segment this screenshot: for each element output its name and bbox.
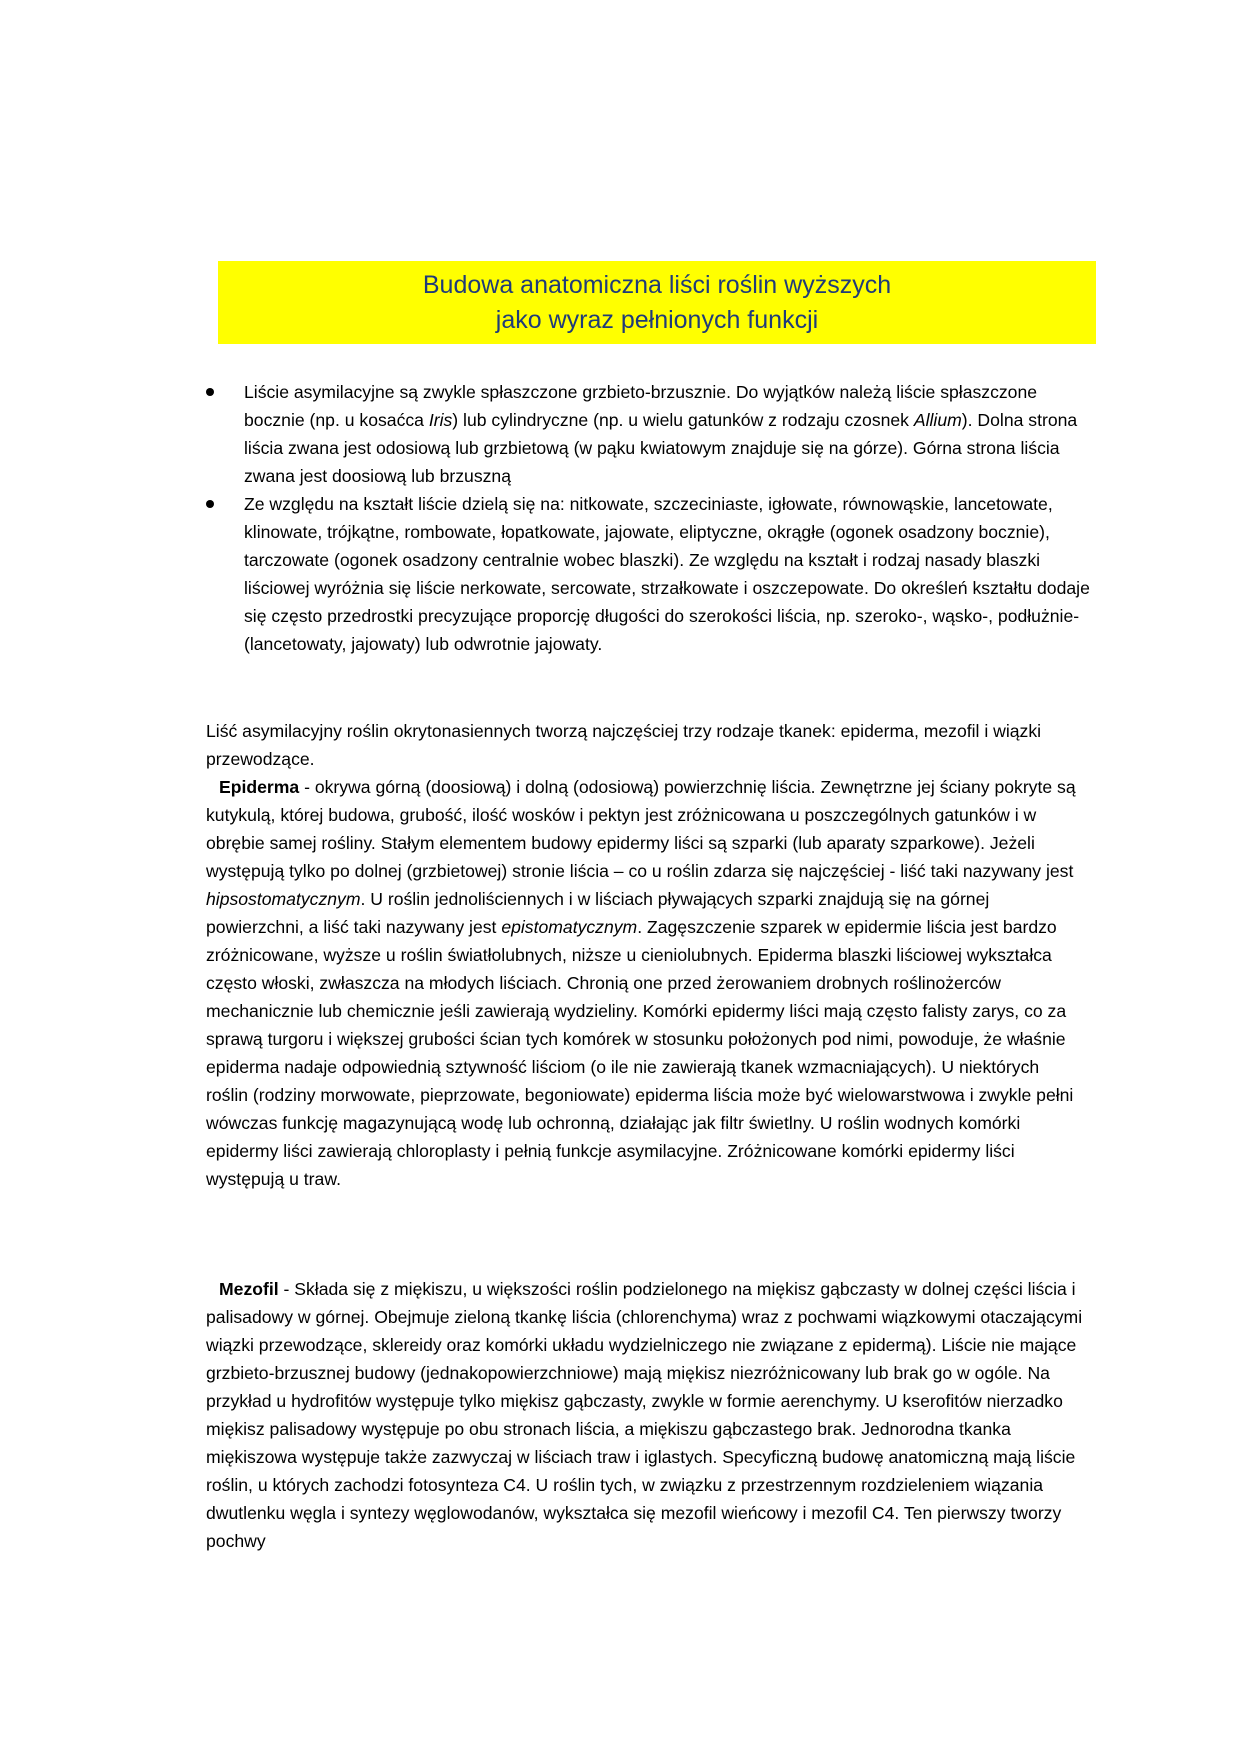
bullet-list [206, 378, 1096, 658]
italic-term: epistomatycznym [501, 917, 638, 937]
italic-term: Iris [428, 410, 453, 430]
intro-paragraph: Liść asymilacyjny roślin okrytonasiennych tworzą najczęściej trzy rodzaje tkanek: epiderma, mezofil i wiązki przewodzące. [206, 721, 1042, 769]
mezofil-paragraph: Mezofil - Składa się z miękiszu, u większości roślin podzielonego na miękisz gąbczasty w dolnej części liścia i palisadowy w górnej. Obejmuje zieloną tkankę liścia (chlorenchyma) wraz z pochwami wiązkowymi otaczającymi wiązki przewodzące, sklereidy oraz komórki układu wydzielniczego nie związane z epidermą). Liście nie mające grzbieto-brzusznej budowy (jednakopowierzchniowe) mają miękisz niezróżnicowany lub brak go w ogóle. Na przykład u hydrofitów występuje tylko miękisz gąbczasty, zwykle w formie aerenchymy. U kserofitów nierzadko miękisz palisadowy występuje po obu stronach liścia, a miękiszu gąbczastego brak. Jednorodna tkanka miękiszowa występuje także zazwyczaj w liściach traw i iglastych. Specyficzną budowę anatomiczną mają liście roślin, u których zachodzi fotosynteza C4. U roślin tych, w związku z przestrzennym rozdzieleniem wiązania dwutlenku węgla i syntezy węglowodanów, wykształca się mezofil wieńcowy i mezofil C4. Ten pierwszy tworzy pochwy [206, 1279, 1083, 1551]
title-line-1: Budowa anatomiczna liści roślin wyższych [422, 271, 892, 299]
bullet-icon [206, 388, 214, 396]
section-term: Epiderma [219, 777, 300, 797]
epiderma-paragraph: Epiderma - okrywa górną (doosiową) i dolną (odosiową) powierzchnię liścia. Zewnętrzne jej ściany pokryte są kutykulą, której budowa, grubość, ilość wosków i pektyn jest zróżnicowana u poszczególnych gatunków i w obrębie samej rośliny. Stałym elementem budowy epidermy liści są szparki (lub aparaty szparkowe). Jeżeli występują tylko po dolnej (grzbietowej) stronie liścia – co u roślin zdarza się najczęściej - liść taki nazywany jest hipsostomatycznym. U roślin jednoliściennych i w liściach pływających szparki znajdują się na górnej powierzchni, a liść taki nazywany jest epistomatycznym. Zagęszczenie szparek w epidermie liścia jest bardzo zróżnicowane, wyższe u roślin światłolubnych, niższe u cieniolubnych. Epiderma blaszki liściowej wykształca często włoski, zwłaszcza na młodych liściach. Chronią one przed żerowaniem drobnych roślinożerców mechanicznie lub chemicznie jeśli zawierają wydzieliny. Komórki epidermy liści mają często falisty zarys, co za sprawą turgoru i większej grubości ścian tych komórek w stosunku położonych pod nimi, powoduje, że właśnie epiderma nadaje odpowiednią sztywność liściom (o ile nie zawierają tkanek wzmacniających). U niektórych roślin (rodziny morwowate, pieprzowate, begoniowate) epiderma liścia może być wielowarstwowa i zwykle pełni wówczas funkcję magazynującą wodę lub ochronną, działając jak filtr świetlny. U roślin wodnych komórki epidermy liści zawierają chloroplasty i pełnią funkcje asymilacyjne. Zróżnicowane komórki epidermy liści występują u traw. [206, 777, 1076, 1189]
bullet-icon [206, 500, 214, 508]
title-line-2: jako wyraz pełnionych funkcji [495, 306, 819, 334]
list-item: Liście asymilacyjne są zwykle spłaszczone grzbieto-brzusznie. Do wyjątków należą liście spłaszczone bocznie (np. u kosaćca Iris) lub cylindryczne (np. u wielu gatunków z rodzaju czosnek Allium). Dolna strona liścia zwana jest odosiową lub grzbietową (w pąku kwiatowym znajduje się na górze). Górna strona liścia zwana jest doosiową lub brzuszną [206, 378, 1096, 490]
italic-term: hipsostomatycznym [206, 889, 361, 909]
document-title [218, 261, 1096, 344]
section-term: Mezofil [219, 1279, 279, 1299]
italic-term: Allium [913, 410, 962, 430]
list-item: Ze względu na kształt liście dzielą się na: nitkowate, szczeciniaste, igłowate, równowąskie, lancetowate, klinowate, trójkątne, rombowate, łopatkowate, jajowate, eliptyczne, okrągłe (ogonek osadzony bocznie), tarczowate (ogonek osadzony centralnie wobec blaszki). Ze względu na kształt i rodzaj nasady blaszki liściowej wyróżnia się liście nerkowate, sercowate, strzałkowate i oszczepowate. Do określeń kształtu dodaje się często przedrostki precyzujące proporcję długości do szerokości liścia, np. szeroko-, wąsko-, podłużnie- (lancetowaty, jajowaty) lub odwrotnie jajowaty. [206, 490, 1096, 658]
